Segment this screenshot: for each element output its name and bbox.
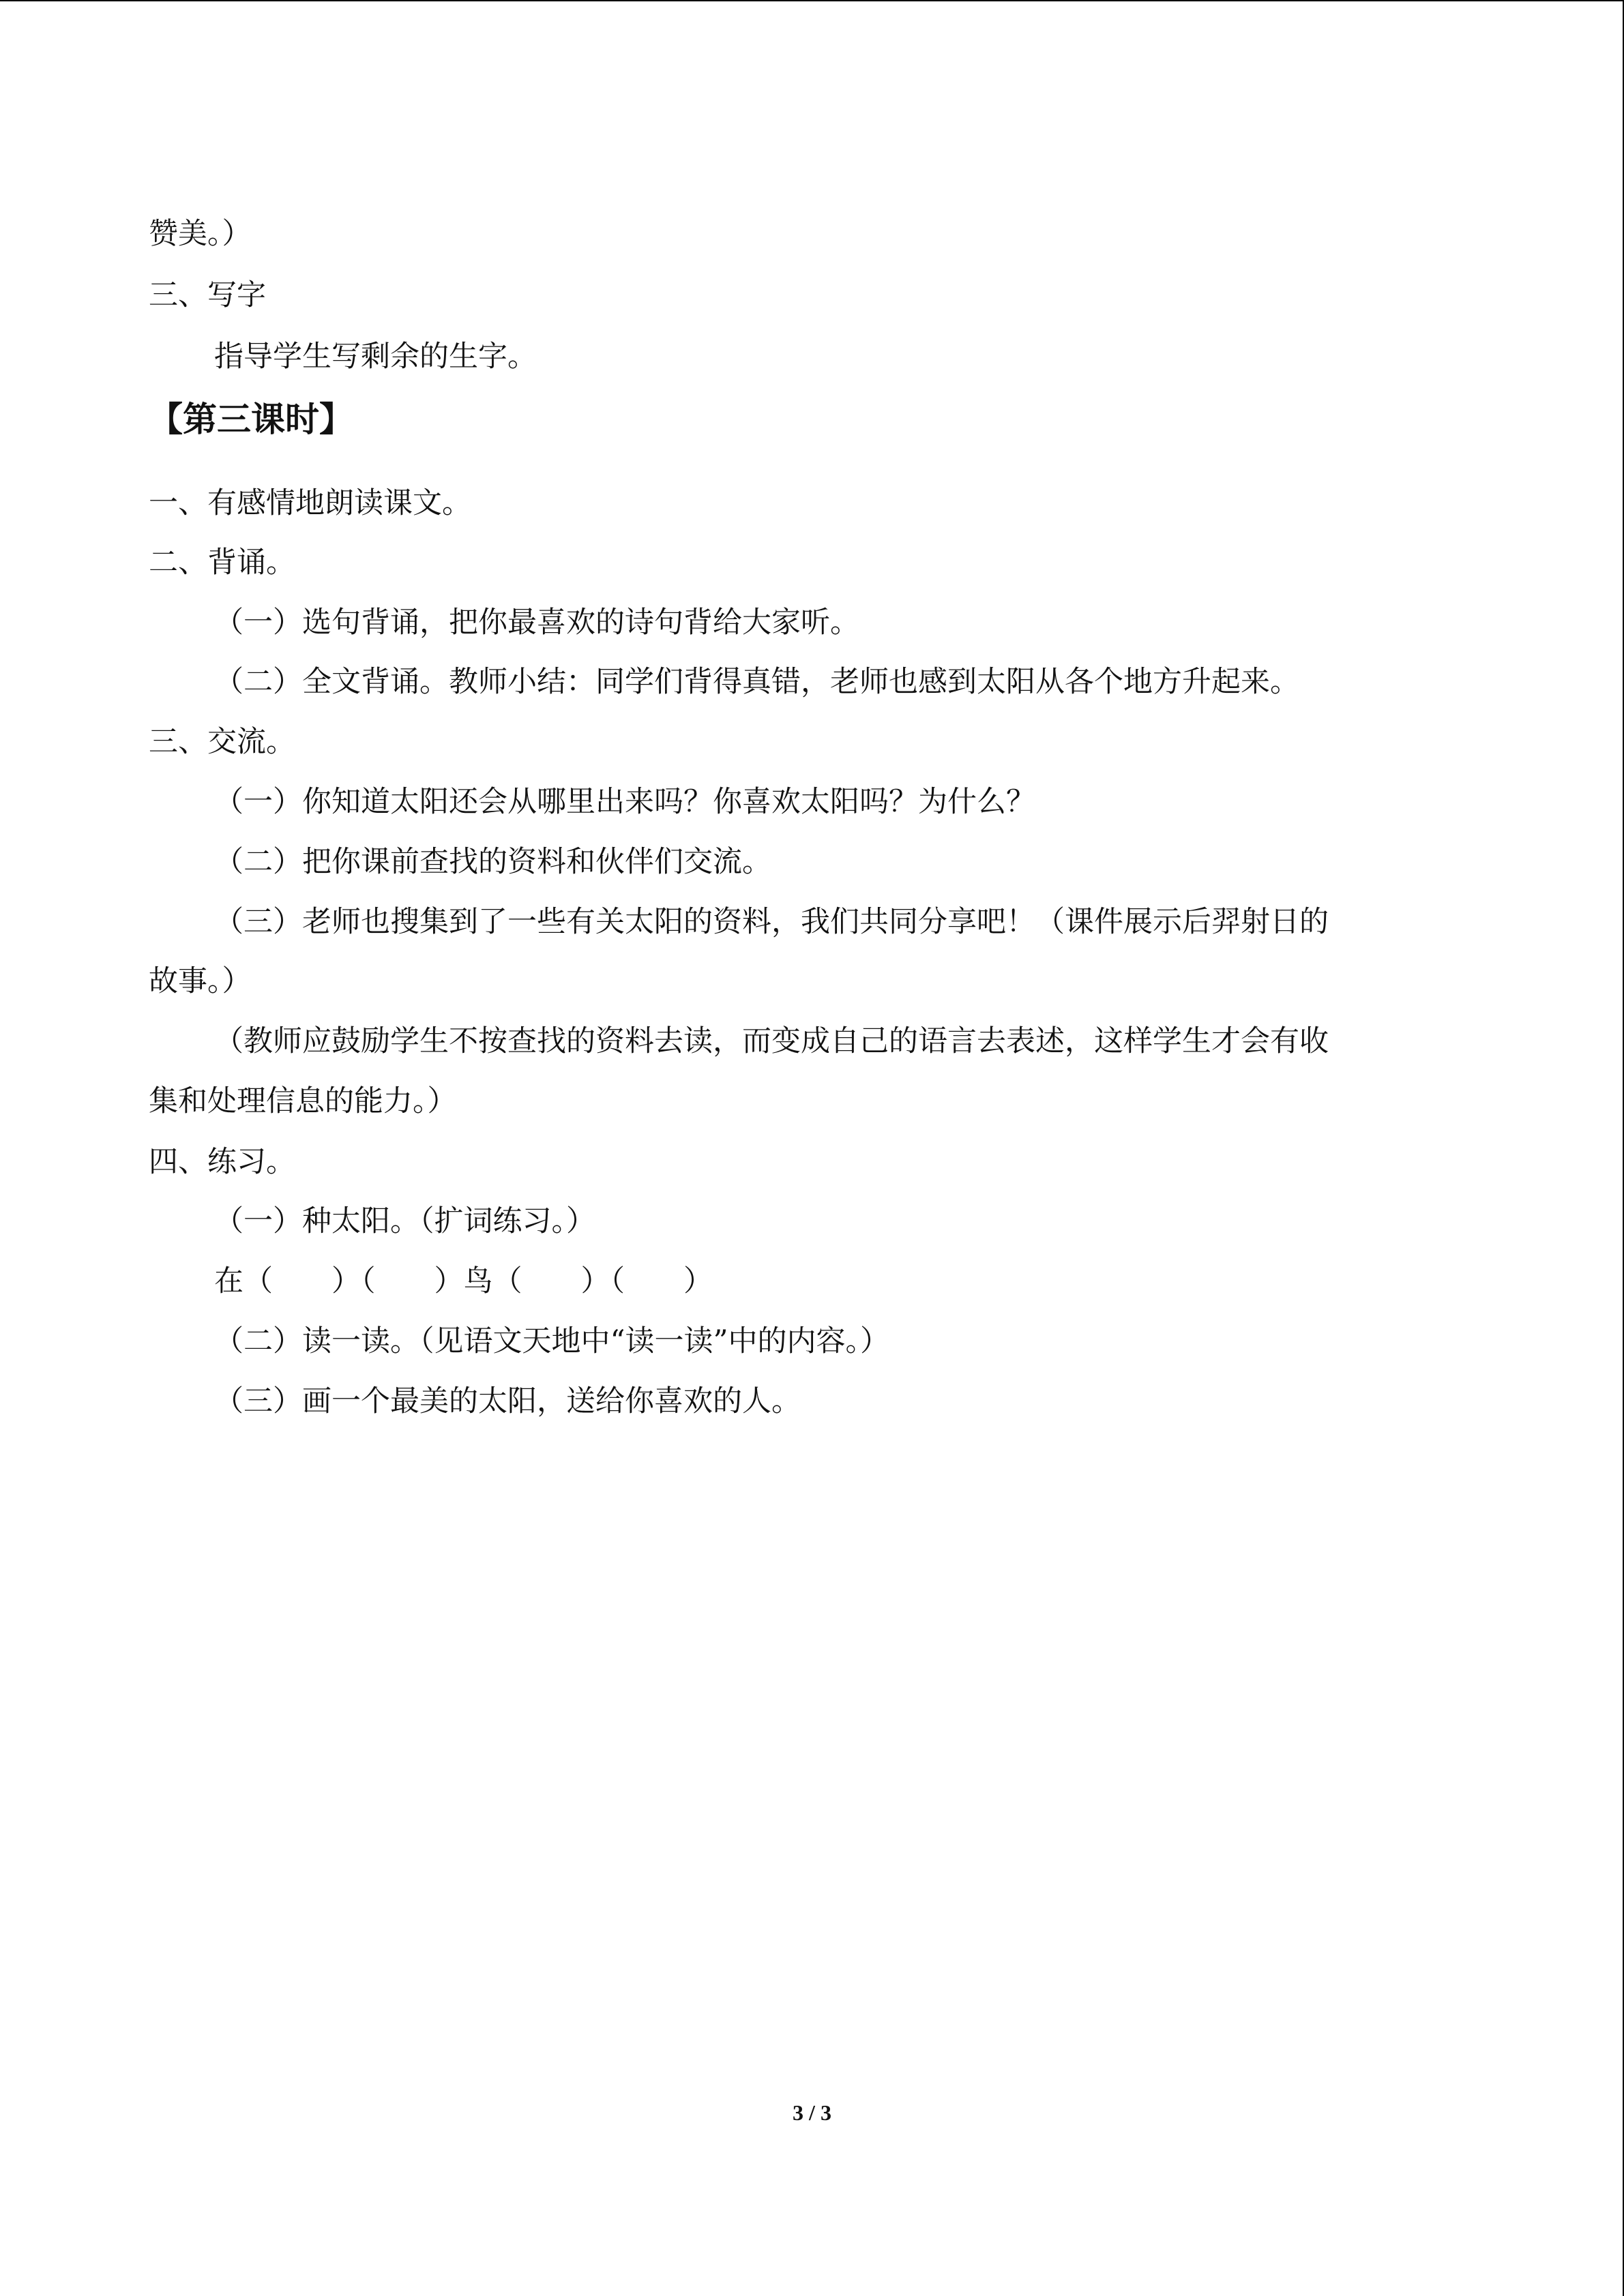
lesson-heading: 【第三课时】 (149, 400, 353, 439)
text-line: （一）选句背诵，把你最喜欢的诗句背给大家听。 (214, 606, 859, 640)
text-line: （三）画一个最美的太阳，送给你喜欢的人。 (214, 1384, 801, 1418)
section-heading-recite: 二、背诵。 (149, 546, 295, 580)
section-heading-writing: 三、写字 (149, 278, 266, 312)
text-line: （二）读一读。（见语文天地中“读一读”中的内容。） (214, 1324, 889, 1358)
text-line: 集和处理信息的能力。） (149, 1084, 457, 1118)
section-heading-exchange: 三、交流。 (149, 725, 295, 759)
text-line: （一）种太阳。（扩词练习。） (214, 1204, 595, 1238)
text-line: 赞美。） (149, 217, 252, 251)
text-line: 指导学生写剩余的生字。 (214, 340, 537, 374)
text-line: （二）把你课前查找的资料和伙伴们交流。 (214, 845, 771, 879)
text-line: 故事。） (149, 964, 252, 998)
section-heading-reading: 一、有感情地朗读课文。 (149, 486, 471, 520)
text-line: （二）全文背诵。教师小结：同学们背得真错，老师也感到太阳从各个地方升起来。 (214, 665, 1299, 699)
section-heading-practice: 四、练习。 (149, 1145, 295, 1179)
text-line: （一）你知道太阳还会从哪里出来吗？你喜欢太阳吗？为什么？ (214, 785, 1035, 819)
text-line: （教师应鼓励学生不按查找的资料去读，而变成自己的语言去表述，这样学生才会有收 (214, 1024, 1329, 1058)
text-line: （三）老师也搜集到了一些有关太阳的资料，我们共同分享吧！（课件展示后羿射日的 (214, 905, 1329, 939)
fill-in-exercise: 在（ ）（ ）鸟（ ）（ ） (214, 1264, 713, 1298)
page-number: 3 / 3 (793, 2100, 831, 2125)
